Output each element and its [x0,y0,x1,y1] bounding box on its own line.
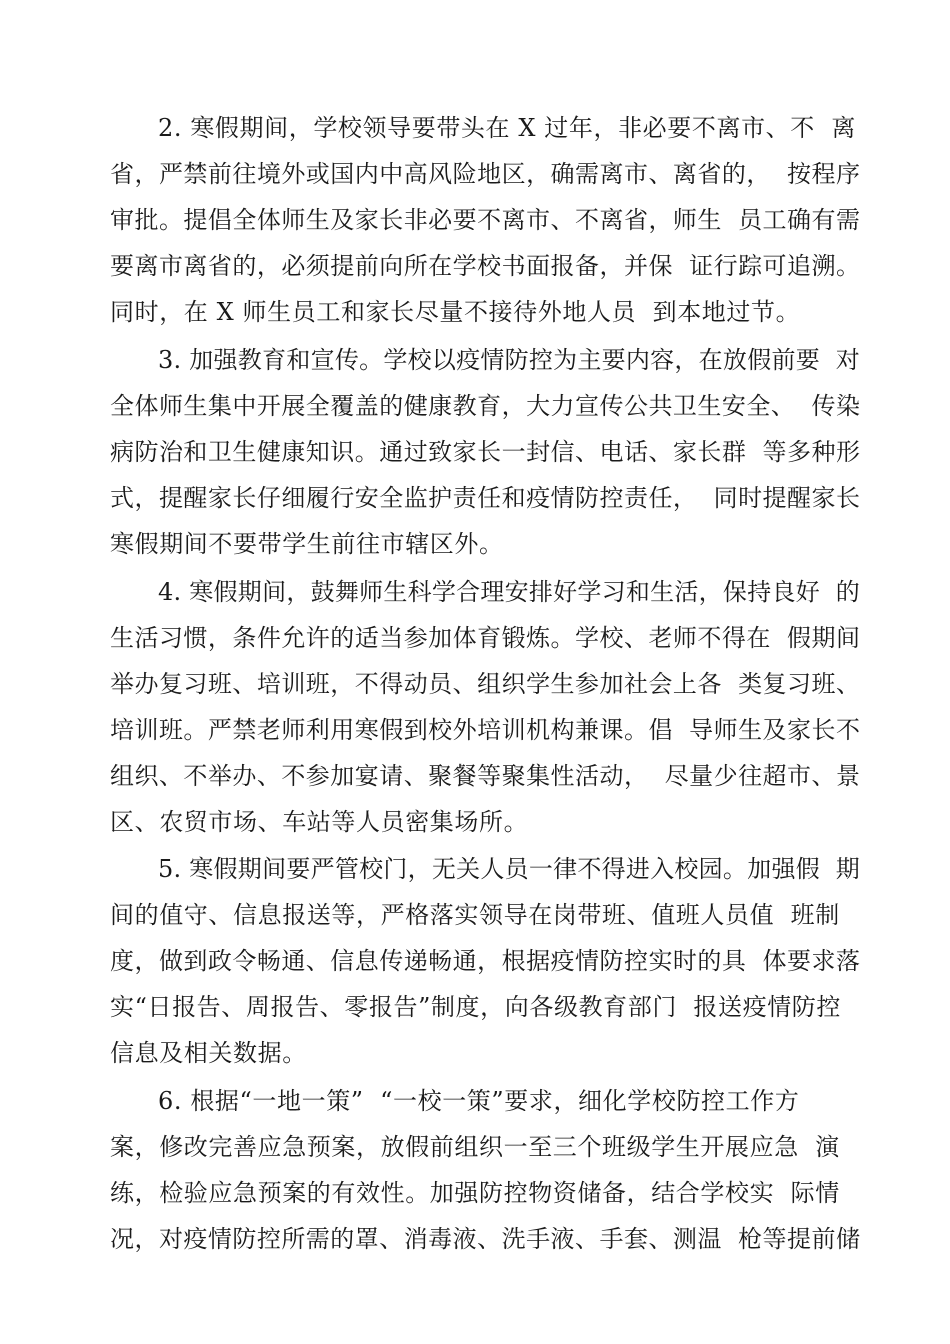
text-line: 区、农贸市场、车站等人员密集场所。 [110,808,529,836]
text-line: 举办复习班、培训班，不得动员、组织学生参加社会上各 类复习班、 [110,670,861,698]
text-line: 省，严禁前往境外或国内中高风险地区，确需离市、离省的， 按程序 [110,160,861,188]
text-line: 寒假期间不要带学生前往市辖区外。 [110,530,504,558]
text-line: 4. 寒假期间，鼓舞师生科学合理安排好学习和生活，保持良好 的 [158,578,860,606]
text-line: 式，提醒家长仔细履行安全监护责任和疫情防控责任， 同时提醒家长 [110,484,861,512]
text-line: 全体师生集中开展全覆盖的健康教育，大力宣传公共卫生安全、 传染 [110,392,861,420]
text-line: 同时，在 X 师生员工和家长尽量不接待外地人员 到本地过节。 [110,298,801,326]
text-line: 3. 加强教育和宣传。学校以疫情防控为主要内容，在放假前要 对 [158,346,860,374]
text-line: 实“日报告、周报告、零报告”制度，向各级教育部门 报送疫情防控 [110,993,841,1021]
text-line: 培训班。严禁老师利用寒假到校外培训机构兼课。倡 导师生及家长不 [110,716,861,744]
text-line: 组织、不举办、不参加宴请、聚餐等聚集性活动， 尽量少往超市、景 [110,762,861,790]
text-line: 6. 根据“一地一策” “一校一策”要求，细化学校防控工作方 [158,1087,800,1115]
text-line: 信息及相关数据。 [110,1039,307,1067]
text-line: 度，做到政令畅通、信息传递畅通，根据疫情防控实时的具 体要求落 [110,947,861,975]
text-line: 2. 寒假期间，学校领导要带头在 X 过年，非必要不离市、不 离 [158,114,856,142]
text-line: 况，对疫情防控所需的罩、消毒液、洗手液、手套、测温 枪等提前储 [110,1225,861,1253]
text-line: 案，修改完善应急预案，放假前组织一至三个班级学生开展应急 演 [110,1133,840,1161]
text-line: 练，检验应急预案的有效性。加强防控物资储备，结合学校实 际情 [110,1179,840,1207]
text-line: 间的值守、信息报送等，严格落实领导在岗带班、值班人员值 班制 [110,901,840,929]
text-line: 生活习惯，条件允许的适当参加体育锻炼。学校、老师不得在 假期间 [110,624,861,652]
text-line: 5. 寒假期间要严管校门，无关人员一律不得进入校园。加强假 期 [158,855,860,883]
text-line: 病防治和卫生健康知识。通过致家长一封信、电话、家长群 等多种形 [110,438,861,466]
text-line: 审批。提倡全体师生及家长非必要不离市、不离省，师生 员工确有需 [110,206,861,234]
text-line: 要离市离省的，必须提前向所在学校书面报备，并保 证行踪可追溯。 [110,252,861,280]
